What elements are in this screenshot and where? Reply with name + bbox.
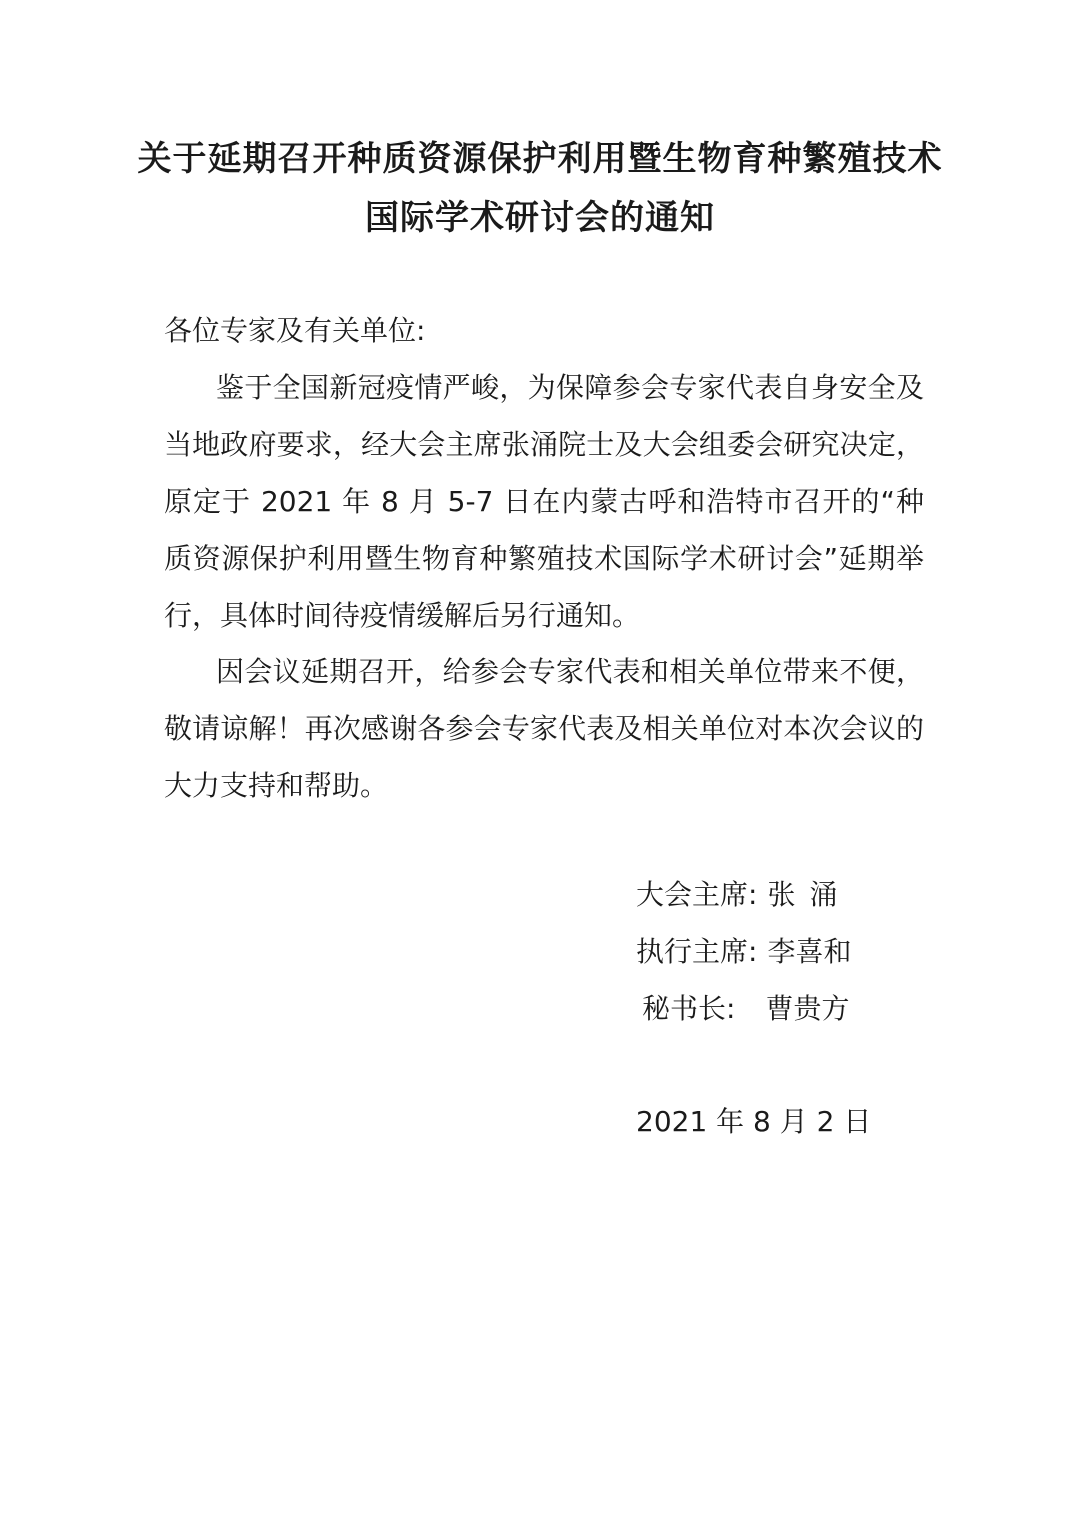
signature-role: 执行主席: — [636, 935, 758, 968]
signature-executive-chairman — [636, 932, 851, 972]
signature-role: 大会主席: — [636, 878, 758, 911]
signature-chairman — [636, 875, 851, 915]
signature-name: 李喜和 — [767, 935, 852, 968]
notice-date: 2021 年 8 月 2 日 — [636, 1105, 872, 1138]
signature-name: 张涌 — [767, 878, 852, 911]
notice-title-line-2: 国际学术研讨会的通知 — [365, 198, 715, 238]
signature-secretary-general — [642, 989, 849, 1029]
signature-name: 曹贵方 — [765, 992, 850, 1025]
body-paragraph-1: 鉴于全国新冠疫情严峻，为保障参会专家代表自身安全及当地政府要求，经大会主席张涌院士及大会组委会研究决定，原定于 2021 年 8 月 5-7 日在内蒙古呼和浩特市召开的“种质资源保护利用暨生物育种繁殖技术国际学术研讨会”延期举行，具体时间待疫情缓解后另行通知。 — [164, 371, 924, 632]
signature-role: 秘书长: — [642, 992, 736, 1025]
salutation: 各位专家及有关单位: — [164, 314, 426, 347]
notice-title-line-1: 关于延期召开种质资源保护利用暨生物育种繁殖技术 — [137, 139, 943, 179]
body-paragraph-2: 因会议延期召开，给参会专家代表和相关单位带来不便，敬请谅解！再次感谢各参会专家代表及相关单位对本次会议的大力支持和帮助。 — [164, 655, 924, 802]
